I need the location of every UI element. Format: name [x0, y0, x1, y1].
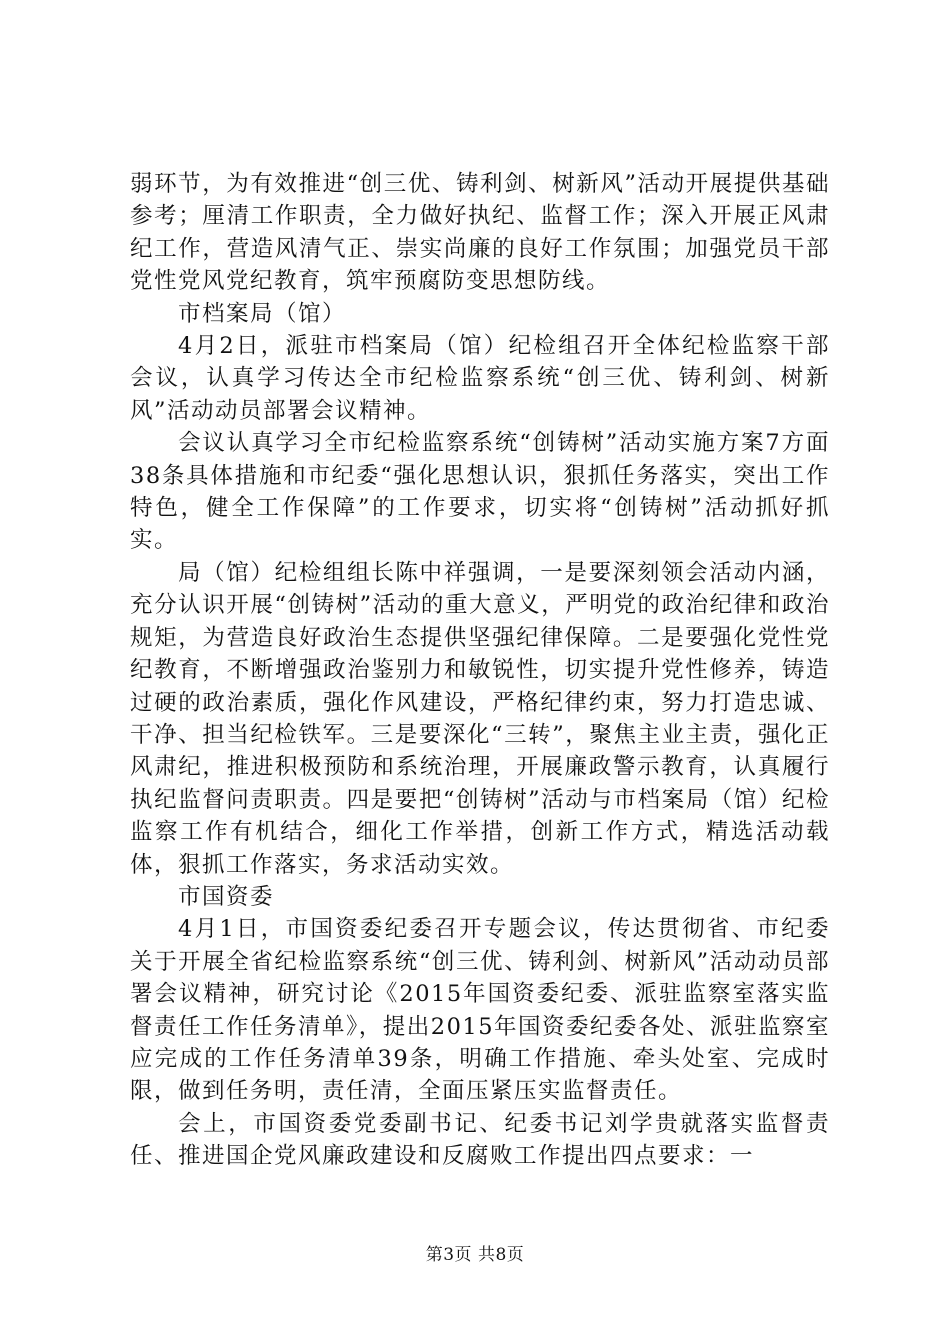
paragraph-archives-emphasis: 局（馆）纪检组组长陈中祥强调，一是要深刻领会活动内涵，充分认识开展“创铸树”活动的重大意义，严明党的政治纪律和政治规矩，为营造良好政治生态提供坚强纪律保障。二是要强化党性党纪教育，不断增强政治鉴别力和敏锐性，切实提升党性修养，铸造过硬的政治素质，强化作风建设，严格纪律约束，努力打造忠诚、干净、担当纪检铁军。三是要深化“三转”，聚焦主业主责，强化正风肃纪，推进积极预防和系统治理，开展廉政警示教育，认真履行执纪监督问责职责。四是要把“创铸树”活动与市档案局（馆）纪检监察工作有机结合，细化工作举措，创新工作方式，精选活动载体，狠抓工作落实，务求活动实效。	[130, 559, 830, 878]
paragraph-sasac-requirements: 会上，市国资委党委副书记、纪委书记刘学贵就落实监督责任、推进国企党风廉政建设和反腐败工作提出四点要求：一	[130, 1110, 830, 1170]
paragraph-archives-study: 会议认真学习全市纪检监察系统“创铸树”活动实施方案7方面38条具体措施和市纪委“强化思想认识，狠抓任务落实，突出工作特色，健全工作保障”的工作要求，切实将“创铸树”活动抓好抓实。	[130, 430, 830, 554]
paragraph-archives-meeting: 4月2日，派驻市档案局（馆）纪检组召开全体纪检监察干部会议，认真学习传达全市纪检监察系统“创三优、铸利剑、树新风”活动动员部署会议精神。	[130, 333, 830, 424]
document-body	[130, 168, 830, 1173]
paragraph-sasac-meeting: 4月1日，市国资委纪委召开专题会议，传达贯彻省、市纪委关于开展全省纪检监察系统“创三优、铸利剑、树新风”活动动员部署会议精神，研究讨论《2015年国资委纪委、派驻监察室落实监督责任工作任务清单》，提出2015年国资委纪委各处、派驻监察室应完成的工作任务清单39条，明确工作措施、牵头处室、完成时限，做到任务明，责任清，全面压紧压实监督责任。	[130, 916, 831, 1105]
section-heading-sasac: 市国资委	[178, 883, 275, 910]
section-heading-archives-bureau: 市档案局（馆）	[178, 300, 347, 327]
paragraph-continuation: 弱环节，为有效推进“创三优、铸利剑、树新风”活动开展提供基础参考；厘清工作职责，全力做好执纪、监督工作；深入开展正风肃纪工作，营造风清气正、崇实尚廉的良好工作氛围；加强党员干部党性党风党纪教育，筑牢预腐防变思想防线。	[130, 171, 830, 295]
page-number-footer: 第3页 共8页	[425, 1245, 525, 1265]
